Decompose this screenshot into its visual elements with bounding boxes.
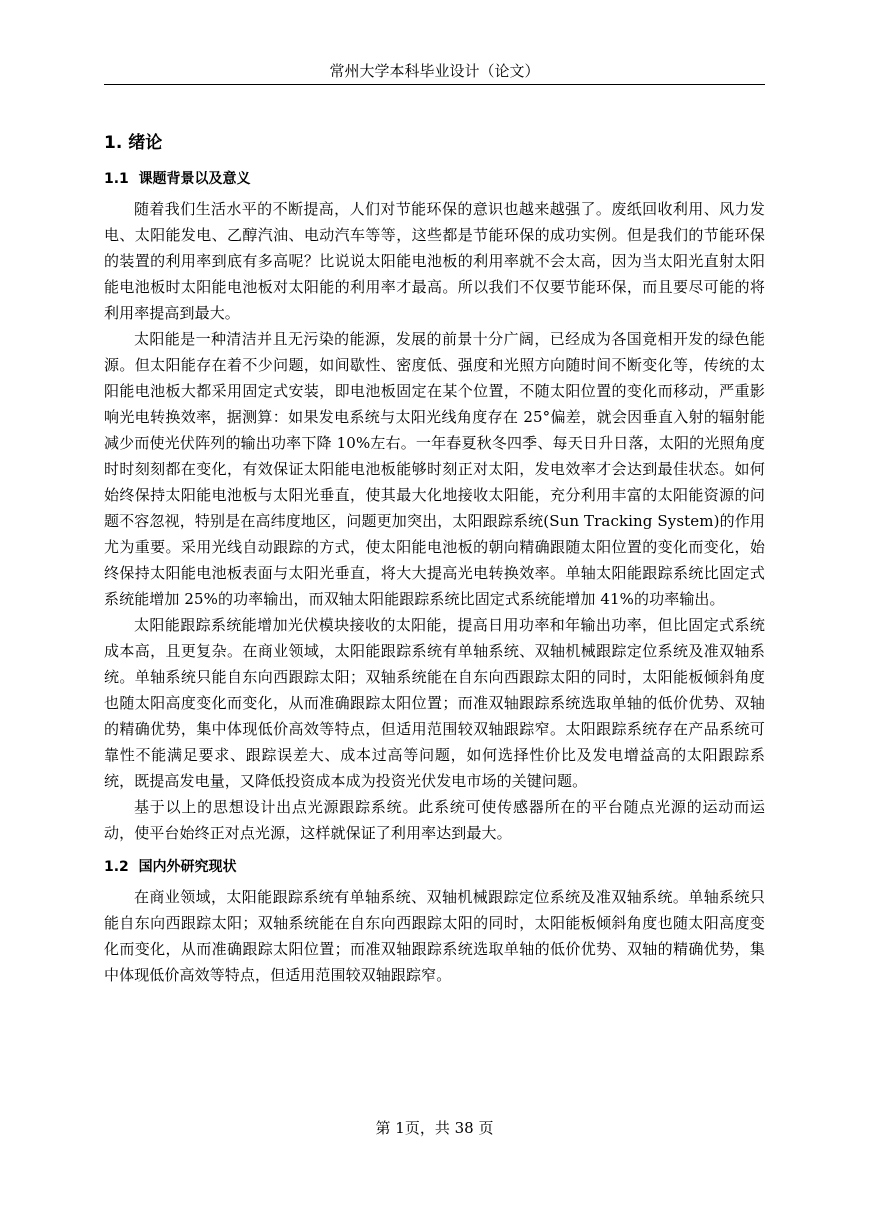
section-title: 课题背景以及意义 [138, 171, 251, 187]
paragraph: 在商业领域，太阳能跟踪系统有单轴系统、双轴机械跟踪定位系统及准双轴系统。单轴系统只能自东向西跟踪太阳；双轴系统能在自东向西跟踪太阳的同时，太阳能板倾斜角度也随太阳高度变化而变化，从而准确跟踪太阳位置；而准双轴跟踪系统选取单轴的低价优势、双轴的精确优势，集中体现低价高效等特点，但适用范围较双轴跟踪窄。 [104, 888, 765, 984]
page-header: 常州大学本科毕业设计（论文） [104, 58, 765, 85]
paragraph: 随着我们生活水平的不断提高，人们对节能环保的意识也越来越强了。废纸回收利用、风力发电、太阳能发电、乙醇汽油、电动汽车等等，这些都是节能环保的成功实例。但是我们的节能环保的装置的利用率到底有多高呢？比说说太阳能电池板的利用率就不会太高，因为当太阳光直射太阳能电池板时太阳能电池板对太阳能的利用率才最高。所以我们不仅要节能环保，而且要尽可能的将利用率提高到最大。 [104, 200, 765, 322]
chapter-heading [104, 128, 765, 158]
page-footer: 第 1页，共 38 页 [375, 1119, 494, 1137]
section-heading [104, 166, 765, 192]
chapter-number: 1. [104, 133, 123, 153]
paragraph: 太阳能跟踪系统能增加光伏模块接收的太阳能，提高日用功率和年输出功率，但比固定式系统成本高，且更复杂。在商业领域，太阳能跟踪系统有单轴系统、双轴机械跟踪定位系统及准双轴系统。单轴系统只能自东向西跟踪太阳；双轴系统能在自东向西跟踪太阳的同时，太阳能板倾斜角度也随太阳高度变化而变化，从而准确跟踪太阳位置；而准双轴跟踪系统选取单轴的低价优势、双轴的精确优势，集中体现低价高效等特点，但适用范围较双轴跟踪窄。太阳跟踪系统存在产品系统可靠性不能满足要求、跟踪误差大、成本过高等问题，如何选择性价比及发电增益高的太阳跟踪系统，既提高发电量，又降低投资成本成为投资光伏发电市场的关键问题。 [104, 616, 765, 790]
paragraph: 太阳能是一种清洁并且无污染的能源，发展的前景十分广阔，已经成为各国竟相开发的绿色能源。但太阳能存在着不少问题，如间歇性、密度低、强度和光照方向随时间不断变化等，传统的太阳能电池板大都采用固定式安装，即电池板固定在某个位置，不随太阳位置的变化而移动，严重影响光电转换效率，据测算：如果发电系统与太阳光线角度存在 25°偏差，就会因垂直入射的辐射能减少而使光伏阵列的输出功率下降 10%左右。一年春夏秋冬四季、每天日升日落，太阳的光照角度时时刻刻都在变化，有效保证太阳能电池板能够时刻正对太阳，发电效率才会达到最佳状态。如何始终保持太阳能电池板与太阳光垂直，使其最大化地接收太阳能，充分利用丰富的太阳能资源的问题不容忽视，特别是在高纬度地区，问题更加突出，太阳跟踪系统(Sun Tracking System)的作用尤为重要。采用光线自动跟踪的方式，使太阳能电池板的朝向精确跟随太阳位置的变化而变化，始终保持太阳能电池板表面与太阳光垂直，将大大提高光电转换效率。单轴太阳能跟踪系统比固定式系统能增加 25%的功率输出，而双轴太阳能跟踪系统比固定式系统能增加 41%的功率输出。 [104, 330, 765, 608]
page-content [104, 120, 765, 988]
section-heading [104, 854, 765, 880]
chapter-title: 绪论 [128, 133, 163, 153]
section-title: 国内外研究现状 [138, 859, 237, 875]
section-number: 1.1 [104, 171, 129, 187]
paragraph: 基于以上的思想设计出点光源跟踪系统。此系统可使传感器所在的平台随点光源的运动而运动，使平台始终正对点光源，这样就保证了利用率达到最大。 [104, 798, 765, 842]
section-number: 1.2 [104, 859, 129, 875]
